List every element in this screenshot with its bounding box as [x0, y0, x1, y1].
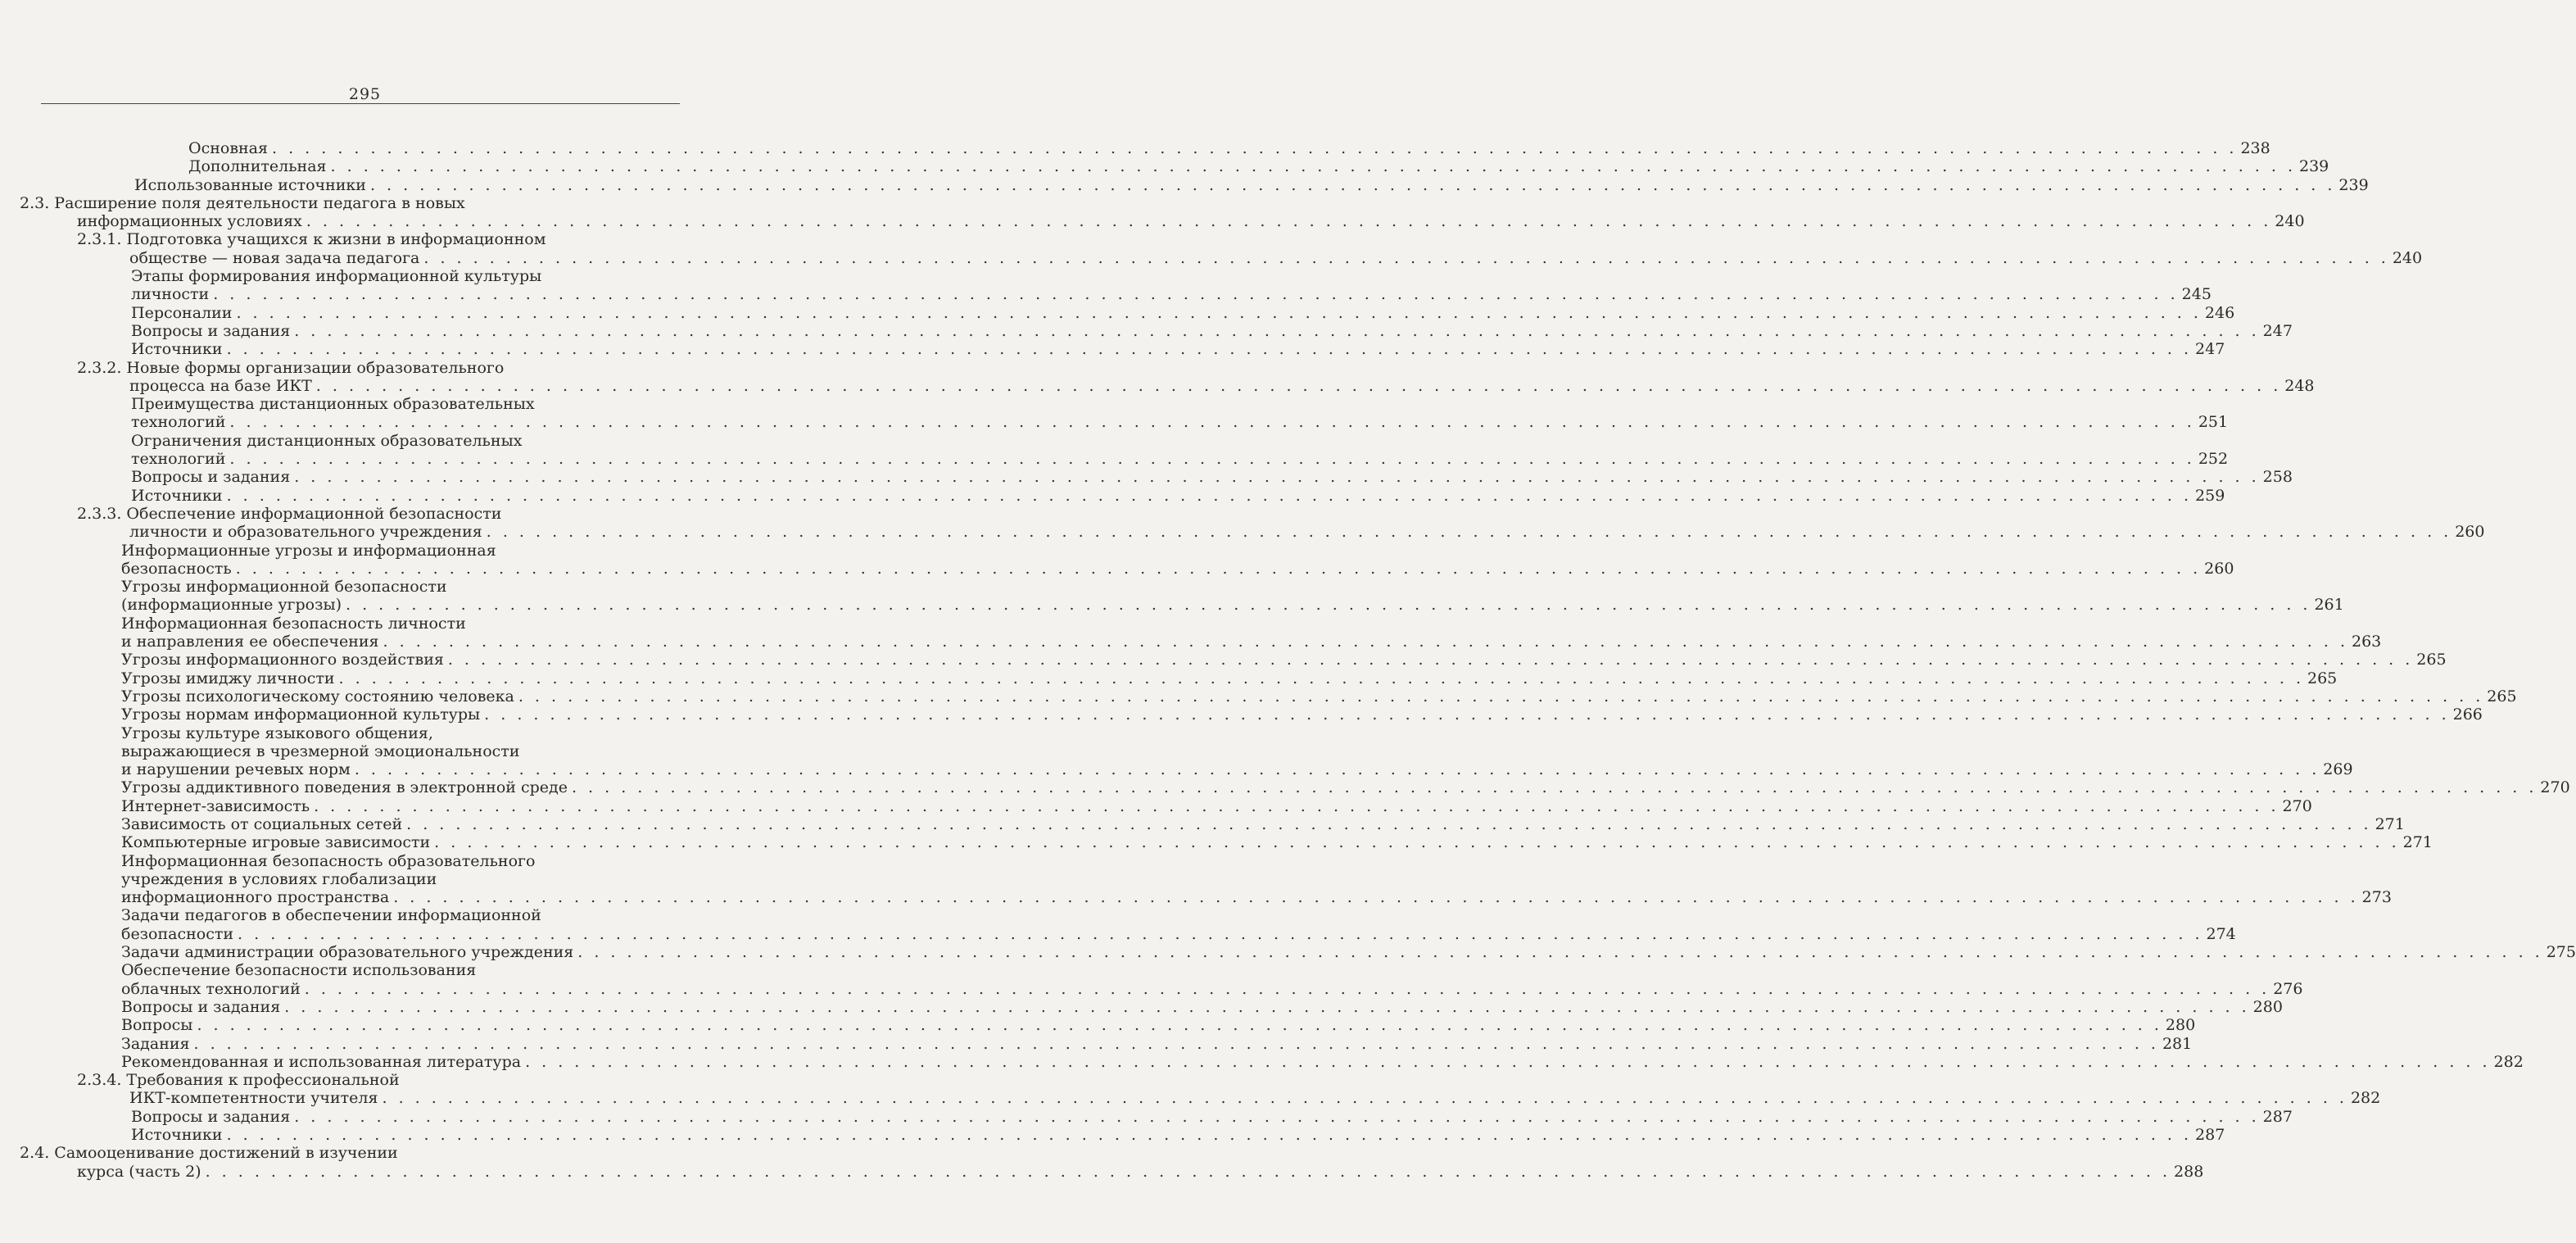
toc-entry-title-line: Угрозы психологическому состоянию человека — [121, 687, 514, 705]
toc-entry — [0, 139, 2270, 157]
toc-entry-title-line: выражающиеся в чрезмерной эмоциональности — [121, 742, 520, 760]
toc-page-number: 240 — [2392, 248, 2423, 267]
dot-leader: . . . . . . . . . . . . . . . . . . . . . . . . . . . . . . . . . . . . . . . . . . . . . . . . . . . . . . . . . . . . . . . . . . . . . . . . . . . . . . . . . . . . . . . . . . . . . . . . . . . . . . . . . . . . . . . . . . . . . . . . — [314, 796, 2279, 815]
toc-entry-title-line: Ограничения дистанционных образовательных — [131, 431, 523, 450]
dot-leader: . . . . . . . . . . . . . . . . . . . . . . . . . . . . . . . . . . . . . . . . . . . . . . . . . . . . . . . . . . . . . . . . . . . . . . . . . . . . . . . . . . . . . . . . . . . . . . . . . . . . . . . . . . . . . . . . . . . . . . . . — [369, 175, 2336, 194]
toc-entry-last-line — [77, 1162, 2204, 1181]
toc-entry-title-line: информационного пространства — [121, 888, 390, 907]
toc-entry-last-line — [131, 321, 2293, 340]
toc-entry — [0, 267, 2212, 304]
toc-entry — [0, 486, 2225, 505]
dot-leader: . . . . . . . . . . . . . . . . . . . . . . . . . . . . . . . . . . . . . . . . . . . . . . . . . . . . . . . . . . . . . . . . . . . . . . . . . . . . . . . . . . . . . . . . . . . . . . . . . . . . . . . . . . . . . . . . . . . . . . . . — [315, 376, 2282, 395]
toc-entry-title-line: Рекомендованная и использованная литература — [121, 1052, 522, 1071]
toc-entry — [0, 1144, 2204, 1181]
toc-entry-last-line — [129, 1089, 2381, 1108]
toc-page-number: 260 — [2455, 523, 2485, 542]
dot-leader: . . . . . . . . . . . . . . . . . . . . . . . . . . . . . . . . . . . . . . . . . . . . . . . . . . . . . . . . . . . . . . . . . . . . . . . . . . . . . . . . . . . . . . . . . . . . . . . . . . . . . . . . . . . . . . . . . . . . . . . . — [226, 486, 2193, 505]
toc-entry-last-line — [121, 796, 2312, 815]
dot-leader: . . . . . . . . . . . . . . . . . . . . . . . . . . . . . . . . . . . . . . . . . . . . . . . . . . . . . . . . . . . . . . . . . . . . . . . . . . . . . . . . . . . . . . . . . . . . . . . . . . . . . . . . . . . . . . . . . . . . . . . . — [577, 943, 2543, 962]
toc-entry-last-line — [121, 596, 2344, 615]
toc-entry-title-line: и направления ее обеспечения — [121, 633, 379, 651]
toc-entry-title-line: технологий — [131, 450, 226, 469]
toc-entry — [0, 724, 2353, 779]
toc-page-number: 269 — [2323, 760, 2353, 779]
toc-page-number: 247 — [2262, 321, 2293, 340]
dot-leader: . . . . . . . . . . . . . . . . . . . . . . . . . . . . . . . . . . . . . . . . . . . . . . . . . . . . . . . . . . . . . . . . . . . . . . . . . . . . . . . . . . . . . . . . . . . . . . . . . . . . . . . . . . . . . . . . . . . . . . . . — [525, 1052, 2491, 1071]
toc-entry-last-line — [121, 559, 2234, 578]
toc-entry-last-line — [121, 833, 2433, 852]
toc-entry-last-line — [121, 651, 2447, 669]
toc-entry — [0, 358, 2315, 396]
dot-leader: . . . . . . . . . . . . . . . . . . . . . . . . . . . . . . . . . . . . . . . . . . . . . . . . . . . . . . . . . . . . . . . . . . . . . . . . . . . . . . . . . . . . . . . . . . . . . . . . . . . . . . . . . . . . . . . . . . . . . . . . — [484, 705, 2450, 724]
toc-entry-last-line — [121, 924, 2236, 943]
dot-leader: . . . . . . . . . . . . . . . . . . . . . . . . . . . . . . . . . . . . . . . . . . . . . . . . . . . . . . . . . . . . . . . . . . . . . . . . . . . . . . . . . . . . . . . . . . . . . . . . . . . . . . . . . . . . . . . . . . . . . . . . — [393, 888, 2359, 907]
toc-entry — [0, 833, 2433, 852]
toc-entry — [0, 705, 2483, 724]
toc-entry-title-line: облачных технологий — [121, 979, 301, 998]
dot-leader: . . . . . . . . . . . . . . . . . . . . . . . . . . . . . . . . . . . . . . . . . . . . . . . . . . . . . . . . . . . . . . . . . . . . . . . . . . . . . . . . . . . . . . . . . . . . . . . . . . . . . . . . . . . . . . . . . . . . . . . . — [447, 651, 2414, 669]
toc-entry-title-line: Задачи администрации образовательного учреждения — [121, 943, 574, 962]
toc-entry-title-line: Информационные угрозы и информационная — [121, 541, 496, 560]
toc-page-number: 266 — [2452, 705, 2483, 724]
dot-leader: . . . . . . . . . . . . . . . . . . . . . . . . . . . . . . . . . . . . . . . . . . . . . . . . . . . . . . . . . . . . . . . . . . . . . . . . . . . . . . . . . . . . . . . . . . . . . . . . . . . . . . . . . . . . . . . . . . . . . . . . — [330, 157, 2296, 176]
toc-entry-title-line: Интернет-зависимость — [121, 796, 310, 815]
toc-entry — [0, 851, 2392, 907]
dot-leader: . . . . . . . . . . . . . . . . . . . . . . . . . . . . . . . . . . . . . . . . . . . . . . . . . . . . . . . . . . . . . . . . . . . . . . . . . . . . . . . . . . . . . . . . . . . . . . . . . . . . . . . . . . . . . . . . . . . . . . . . — [383, 633, 2348, 651]
toc-page-number: 245 — [2181, 285, 2212, 304]
toc-entry-last-line — [188, 139, 2270, 157]
toc-entry — [0, 1034, 2193, 1053]
toc-entry-last-line — [131, 1107, 2293, 1126]
toc-entry-title-line: Источники — [131, 486, 223, 505]
toc-entry-last-line — [121, 888, 2392, 907]
toc-entry-title-line: 2.3.4. Требования к профессиональной — [77, 1071, 400, 1090]
dot-leader: . . . . . . . . . . . . . . . . . . . . . . . . . . . . . . . . . . . . . . . . . . . . . . . . . . . . . . . . . . . . . . . . . . . . . . . . . . . . . . . . . . . . . . . . . . . . . . . . . . . . . . . . . . . . . . . . . . . . . . . . — [423, 248, 2389, 267]
dot-leader: . . . . . . . . . . . . . . . . . . . . . . . . . . . . . . . . . . . . . . . . . . . . . . . . . . . . . . . . . . . . . . . . . . . . . . . . . . . . . . . . . . . . . . . . . . . . . . . . . . . . . . . . . . . . . . . . . . . . . . . . — [304, 979, 2270, 998]
toc-entry-last-line — [121, 814, 2405, 833]
toc-page-number: 246 — [2204, 303, 2235, 322]
toc-page-number: 248 — [2284, 376, 2315, 395]
toc-entry-last-line — [121, 943, 2576, 962]
toc-entry-title-line: Вопросы — [121, 1016, 193, 1035]
toc-entry-title-line: личности — [131, 285, 210, 304]
toc-entry-title-line: и нарушении речевых норм — [121, 760, 351, 779]
toc-entry-title-line: Дополнительная — [188, 157, 327, 176]
dot-leader: . . . . . . . . . . . . . . . . . . . . . . . . . . . . . . . . . . . . . . . . . . . . . . . . . . . . . . . . . . . . . . . . . . . . . . . . . . . . . . . . . . . . . . . . . . . . . . . . . . . . . . . . . . . . . . . . . . . . . . . . — [205, 1162, 2171, 1181]
toc-entry-title-line: Угрозы аддиктивного поведения в электронной среде — [121, 778, 568, 797]
toc-entry-last-line — [121, 760, 2353, 779]
toc-entry-last-line — [121, 1052, 2524, 1071]
table-of-contents — [0, 139, 2576, 1181]
toc-entry-title-line: информационных условиях — [77, 212, 302, 231]
toc-entry-last-line — [121, 1016, 2196, 1035]
dot-leader: . . . . . . . . . . . . . . . . . . . . . . . . . . . . . . . . . . . . . . . . . . . . . . . . . . . . . . . . . . . . . . . . . . . . . . . . . . . . . . . . . . . . . . . . . . . . . . . . . . . . . . . . . . . . . . . . . . . . . . . . — [354, 760, 2320, 779]
toc-entry-title-line: безопасности — [121, 924, 234, 943]
toc-entry-last-line — [129, 376, 2315, 395]
toc-entry-title-line: Задания — [121, 1034, 190, 1053]
dot-leader: . . . . . . . . . . . . . . . . . . . . . . . . . . . . . . . . . . . . . . . . . . . . . . . . . . . . . . . . . . . . . . . . . . . . . . . . . . . . . . . . . . . . . . . . . . . . . . . . . . . . . . . . . . . . . . . . . . . . . . . . — [434, 833, 2400, 852]
toc-entry — [0, 943, 2576, 962]
toc-page-number: 280 — [2165, 1016, 2196, 1035]
toc-entry-title-line: Зависимость от социальных сетей — [121, 814, 403, 833]
dot-leader: . . . . . . . . . . . . . . . . . . . . . . . . . . . . . . . . . . . . . . . . . . . . . . . . . . . . . . . . . . . . . . . . . . . . . . . . . . . . . . . . . . . . . . . . . . . . . . . . . . . . . . . . . . . . . . . . . . . . . . . . — [236, 303, 2202, 322]
toc-page-number: 259 — [2195, 486, 2225, 505]
toc-entry-title-line: Обеспечение безопасности использования — [121, 961, 477, 980]
toc-entry — [0, 778, 2570, 797]
dot-leader: . . . . . . . . . . . . . . . . . . . . . . . . . . . . . . . . . . . . . . . . . . . . . . . . . . . . . . . . . . . . . . . . . . . . . . . . . . . . . . . . . . . . . . . . . . . . . . . . . . . . . . . . . . . . . . . . . . . . . . . . — [235, 559, 2202, 578]
toc-entry — [0, 541, 2234, 578]
toc-page-number: 287 — [2262, 1107, 2293, 1126]
dot-leader: . . . . . . . . . . . . . . . . . . . . . . . . . . . . . . . . . . . . . . . . . . . . . . . . . . . . . . . . . . . . . . . . . . . . . . . . . . . . . . . . . . . . . . . . . . . . . . . . . . . . . . . . . . . . . . . . . . . . . . . . — [197, 1016, 2162, 1035]
toc-entry-last-line — [131, 450, 2229, 469]
toc-page-number: 275 — [2546, 943, 2576, 962]
toc-entry-last-line — [121, 705, 2483, 724]
toc-entry-title-line: Использованные источники — [134, 175, 366, 194]
dot-leader: . . . . . . . . . . . . . . . . . . . . . . . . . . . . . . . . . . . . . . . . . . . . . . . . . . . . . . . . . . . . . . . . . . . . . . . . . . . . . . . . . . . . . . . . . . . . . . . . . . . . . . . . . . . . . . . . . . . . . . . . — [229, 413, 2195, 432]
toc-entry — [0, 504, 2485, 542]
toc-entry-title-line: Угрозы нормам информационной культуры — [121, 705, 481, 724]
dot-leader: . . . . . . . . . . . . . . . . . . . . . . . . . . . . . . . . . . . . . . . . . . . . . . . . . . . . . . . . . . . . . . . . . . . . . . . . . . . . . . . . . . . . . . . . . . . . . . . . . . . . . . . . . . . . . . . . . . . . . . . . — [272, 139, 2238, 157]
toc-entry-title-line: ИКТ-компетентности учителя — [129, 1089, 378, 1108]
toc-entry — [0, 431, 2229, 469]
toc-entry-last-line — [188, 157, 2329, 176]
toc-entry-last-line — [121, 633, 2382, 651]
toc-entry — [0, 997, 2283, 1016]
toc-entry-last-line — [121, 669, 2338, 687]
toc-entry-title-line: процесса на базе ИКТ — [129, 376, 312, 395]
toc-entry — [0, 1126, 2225, 1145]
toc-entry-title-line: Угрозы имиджу личности — [121, 669, 335, 687]
toc-entry-title-line: личности и образовательного учреждения — [129, 523, 482, 542]
toc-entry-last-line — [131, 1126, 2225, 1145]
toc-page-number: 251 — [2198, 413, 2229, 432]
toc-page-number: 281 — [2162, 1034, 2193, 1053]
toc-entry-last-line — [121, 687, 2517, 705]
toc-page-number: 239 — [2299, 157, 2329, 176]
dot-leader: . . . . . . . . . . . . . . . . . . . . . . . . . . . . . . . . . . . . . . . . . . . . . . . . . . . . . . . . . . . . . . . . . . . . . . . . . . . . . . . . . . . . . . . . . . . . . . . . . . . . . . . . . . . . . . . . . . . . . . . . — [226, 1126, 2193, 1145]
toc-entry-title-line: 2.3.2. Новые формы организации образовательного — [77, 358, 505, 377]
toc-entry — [0, 578, 2344, 615]
toc-page-number: 258 — [2262, 468, 2293, 487]
dot-leader: . . . . . . . . . . . . . . . . . . . . . . . . . . . . . . . . . . . . . . . . . . . . . . . . . . . . . . . . . . . . . . . . . . . . . . . . . . . . . . . . . . . . . . . . . . . . . . . . . . . . . . . . . . . . . . . . . . . . . . . . — [238, 924, 2203, 943]
toc-entry-title-line: Этапы формирования информационной культуры — [131, 267, 542, 286]
toc-entry-title-line: Угрозы информационной безопасности — [121, 578, 447, 597]
toc-entry-title-line: Вопросы и задания — [121, 997, 281, 1016]
dot-leader: . . . . . . . . . . . . . . . . . . . . . . . . . . . . . . . . . . . . . . . . . . . . . . . . . . . . . . . . . . . . . . . . . . . . . . . . . . . . . . . . . . . . . . . . . . . . . . . . . . . . . . . . . . . . . . . . . . . . . . . . — [294, 468, 2260, 487]
toc-entry-last-line — [121, 1034, 2193, 1053]
toc-entry-last-line — [131, 303, 2235, 322]
toc-entry — [0, 796, 2312, 815]
toc-entry-title-line: 2.4. Самооценивание достижений в изучении — [20, 1144, 398, 1163]
toc-entry-title-line: 2.3.1. Подготовка учащихся к жизни в информационном — [77, 230, 546, 249]
toc-entry — [0, 1016, 2196, 1035]
toc-entry — [0, 1107, 2293, 1126]
toc-page-number: 265 — [2487, 687, 2517, 705]
dot-leader: . . . . . . . . . . . . . . . . . . . . . . . . . . . . . . . . . . . . . . . . . . . . . . . . . . . . . . . . . . . . . . . . . . . . . . . . . . . . . . . . . . . . . . . . . . . . . . . . . . . . . . . . . . . . . . . . . . . . . . . . — [193, 1034, 2159, 1053]
toc-entry-last-line — [131, 468, 2293, 487]
toc-entry-title-line: Задачи педагогов в обеспечении информационной — [121, 906, 541, 925]
toc-page-number: 238 — [2240, 139, 2270, 157]
toc-entry — [0, 669, 2338, 687]
toc-page-number: 247 — [2195, 340, 2225, 359]
toc-page-number: 282 — [2350, 1089, 2381, 1108]
dot-leader: . . . . . . . . . . . . . . . . . . . . . . . . . . . . . . . . . . . . . . . . . . . . . . . . . . . . . . . . . . . . . . . . . . . . . . . . . . . . . . . . . . . . . . . . . . . . . . . . . . . . . . . . . . . . . . . . . . . . . . . . — [226, 340, 2193, 359]
toc-entry-last-line — [121, 778, 2570, 797]
toc-page-number: 263 — [2351, 633, 2382, 651]
toc-entry-last-line — [131, 340, 2225, 359]
toc-page-number: 270 — [2282, 796, 2312, 815]
toc-entry-last-line — [129, 523, 2485, 542]
toc-page-number: 261 — [2314, 596, 2344, 615]
toc-entry — [0, 468, 2293, 487]
dot-leader: . . . . . . . . . . . . . . . . . . . . . . . . . . . . . . . . . . . . . . . . . . . . . . . . . . . . . . . . . . . . . . . . . . . . . . . . . . . . . . . . . . . . . . . . . . . . . . . . . . . . . . . . . . . . . . . . . . . . . . . . — [338, 669, 2304, 687]
toc-entry-last-line — [121, 997, 2283, 1016]
toc-entry-title-line: технологий — [131, 413, 226, 432]
toc-entry-title-line: Преимущества дистанционных образовательных — [131, 395, 535, 414]
dot-leader: . . . . . . . . . . . . . . . . . . . . . . . . . . . . . . . . . . . . . . . . . . . . . . . . . . . . . . . . . . . . . . . . . . . . . . . . . . . . . . . . . . . . . . . . . . . . . . . . . . . . . . . . . . . . . . . . . . . . . . . . — [294, 1107, 2260, 1126]
toc-entry-title-line: Угрозы культуре языкового общения, — [121, 724, 433, 742]
dot-leader: . . . . . . . . . . . . . . . . . . . . . . . . . . . . . . . . . . . . . . . . . . . . . . . . . . . . . . . . . . . . . . . . . . . . . . . . . . . . . . . . . . . . . . . . . . . . . . . . . . . . . . . . . . . . . . . . . . . . . . . . — [571, 778, 2538, 797]
toc-page-number: 271 — [2402, 833, 2433, 852]
toc-entry-title-line: курса (часть 2) — [77, 1162, 201, 1181]
toc-page-number: 252 — [2198, 450, 2229, 469]
toc-entry-title-line: Персоналии — [131, 303, 233, 322]
dot-leader: . . . . . . . . . . . . . . . . . . . . . . . . . . . . . . . . . . . . . . . . . . . . . . . . . . . . . . . . . . . . . . . . . . . . . . . . . . . . . . . . . . . . . . . . . . . . . . . . . . . . . . . . . . . . . . . . . . . . . . . . — [486, 523, 2452, 542]
toc-entry-title-line: учреждения в условиях глобализации — [121, 869, 437, 888]
toc-entry — [0, 175, 2369, 194]
toc-entry-title-line: обществе — новая задача педагога — [129, 248, 420, 267]
toc-entry-title-line: Вопросы и задания — [131, 1107, 291, 1126]
toc-entry-last-line — [121, 979, 2303, 998]
toc-page-number: 274 — [2206, 924, 2236, 943]
toc-entry-last-line — [131, 486, 2225, 505]
toc-entry-title-line: Источники — [131, 1126, 223, 1145]
toc-entry-last-line — [131, 285, 2212, 304]
toc-page-number: 280 — [2252, 997, 2283, 1016]
toc-entry-title-line: Вопросы и задания — [131, 468, 291, 487]
toc-entry-title-line: Вопросы и задания — [131, 321, 291, 340]
dot-leader: . . . . . . . . . . . . . . . . . . . . . . . . . . . . . . . . . . . . . . . . . . . . . . . . . . . . . . . . . . . . . . . . . . . . . . . . . . . . . . . . . . . . . . . . . . . . . . . . . . . . . . . . . . . . . . . . . . . . . . . . — [346, 596, 2311, 615]
toc-page-number: 271 — [2375, 814, 2405, 833]
toc-entry-title-line: Угрозы информационного воздействия — [121, 651, 444, 669]
dot-leader: . . . . . . . . . . . . . . . . . . . . . . . . . . . . . . . . . . . . . . . . . . . . . . . . . . . . . . . . . . . . . . . . . . . . . . . . . . . . . . . . . . . . . . . . . . . . . . . . . . . . . . . . . . . . . . . . . . . . . . . . — [229, 450, 2195, 469]
dot-leader: . . . . . . . . . . . . . . . . . . . . . . . . . . . . . . . . . . . . . . . . . . . . . . . . . . . . . . . . . . . . . . . . . . . . . . . . . . . . . . . . . . . . . . . . . . . . . . . . . . . . . . . . . . . . . . . . . . . . . . . . — [284, 997, 2250, 1016]
toc-entry-title-line: Основная — [188, 139, 268, 157]
toc-page-number: 288 — [2174, 1162, 2204, 1181]
toc-page-number: 287 — [2195, 1126, 2225, 1145]
toc-entry-last-line — [129, 248, 2423, 267]
toc-entry — [0, 321, 2293, 340]
toc-entry — [0, 814, 2405, 833]
toc-page-number: 276 — [2273, 979, 2303, 998]
toc-entry — [0, 395, 2229, 432]
toc-entry-title-line: 2.3. Расширение поля деятельности педагога в новых — [20, 193, 465, 212]
toc-entry — [0, 1071, 2381, 1108]
dot-leader: . . . . . . . . . . . . . . . . . . . . . . . . . . . . . . . . . . . . . . . . . . . . . . . . . . . . . . . . . . . . . . . . . . . . . . . . . . . . . . . . . . . . . . . . . . . . . . . . . . . . . . . . . . . . . . . . . . . . . . . . — [306, 212, 2272, 231]
toc-entry-last-line — [134, 175, 2369, 194]
toc-entry-title-line: Компьютерные игровые зависимости — [121, 833, 431, 852]
toc-entry — [0, 340, 2225, 359]
toc-page-number: 270 — [2540, 778, 2570, 797]
page-number: 295 — [348, 85, 382, 103]
toc-entry-title-line: Информационная безопасность образовательного — [121, 851, 536, 870]
toc-page-number: 240 — [2275, 212, 2305, 231]
toc-entry — [0, 193, 2305, 231]
toc-entry — [0, 157, 2329, 176]
toc-page-number: 239 — [2338, 175, 2369, 194]
toc-page-number: 273 — [2361, 888, 2392, 907]
toc-entry — [0, 961, 2303, 998]
toc-entry — [0, 1052, 2524, 1071]
toc-entry — [0, 303, 2235, 322]
dot-leader: . . . . . . . . . . . . . . . . . . . . . . . . . . . . . . . . . . . . . . . . . . . . . . . . . . . . . . . . . . . . . . . . . . . . . . . . . . . . . . . . . . . . . . . . . . . . . . . . . . . . . . . . . . . . . . . . . . . . . . . . — [213, 285, 2179, 304]
header-rule — [41, 103, 680, 104]
toc-page-number: 282 — [2493, 1052, 2524, 1071]
dot-leader: . . . . . . . . . . . . . . . . . . . . . . . . . . . . . . . . . . . . . . . . . . . . . . . . . . . . . . . . . . . . . . . . . . . . . . . . . . . . . . . . . . . . . . . . . . . . . . . . . . . . . . . . . . . . . . . . . . . . . . . . — [406, 814, 2372, 833]
toc-page-number: 260 — [2204, 559, 2234, 578]
toc-page-number: 265 — [2307, 669, 2338, 687]
toc-entry-title-line: Источники — [131, 340, 223, 359]
dot-leader: . . . . . . . . . . . . . . . . . . . . . . . . . . . . . . . . . . . . . . . . . . . . . . . . . . . . . . . . . . . . . . . . . . . . . . . . . . . . . . . . . . . . . . . . . . . . . . . . . . . . . . . . . . . . . . . . . . . . . . . . — [518, 687, 2484, 705]
toc-entry-title-line: безопасность — [121, 559, 232, 578]
toc-entry-last-line — [131, 413, 2229, 432]
toc-entry — [0, 614, 2382, 651]
toc-entry-last-line — [77, 212, 2305, 231]
dot-leader: . . . . . . . . . . . . . . . . . . . . . . . . . . . . . . . . . . . . . . . . . . . . . . . . . . . . . . . . . . . . . . . . . . . . . . . . . . . . . . . . . . . . . . . . . . . . . . . . . . . . . . . . . . . . . . . . . . . . . . . . — [294, 321, 2260, 340]
dot-leader: . . . . . . . . . . . . . . . . . . . . . . . . . . . . . . . . . . . . . . . . . . . . . . . . . . . . . . . . . . . . . . . . . . . . . . . . . . . . . . . . . . . . . . . . . . . . . . . . . . . . . . . . . . . . . . . . . . . . . . . . — [382, 1089, 2347, 1108]
toc-entry — [0, 651, 2447, 669]
toc-entry-title-line: (информационные угрозы) — [121, 596, 342, 615]
toc-entry — [0, 687, 2517, 705]
toc-page-number: 265 — [2416, 651, 2447, 669]
toc-entry-title-line: Информационная безопасность личности — [121, 614, 466, 633]
toc-entry-title-line: 2.3.3. Обеспечение информационной безопасности — [77, 504, 502, 523]
toc-entry — [0, 230, 2423, 267]
toc-entry — [0, 906, 2236, 943]
